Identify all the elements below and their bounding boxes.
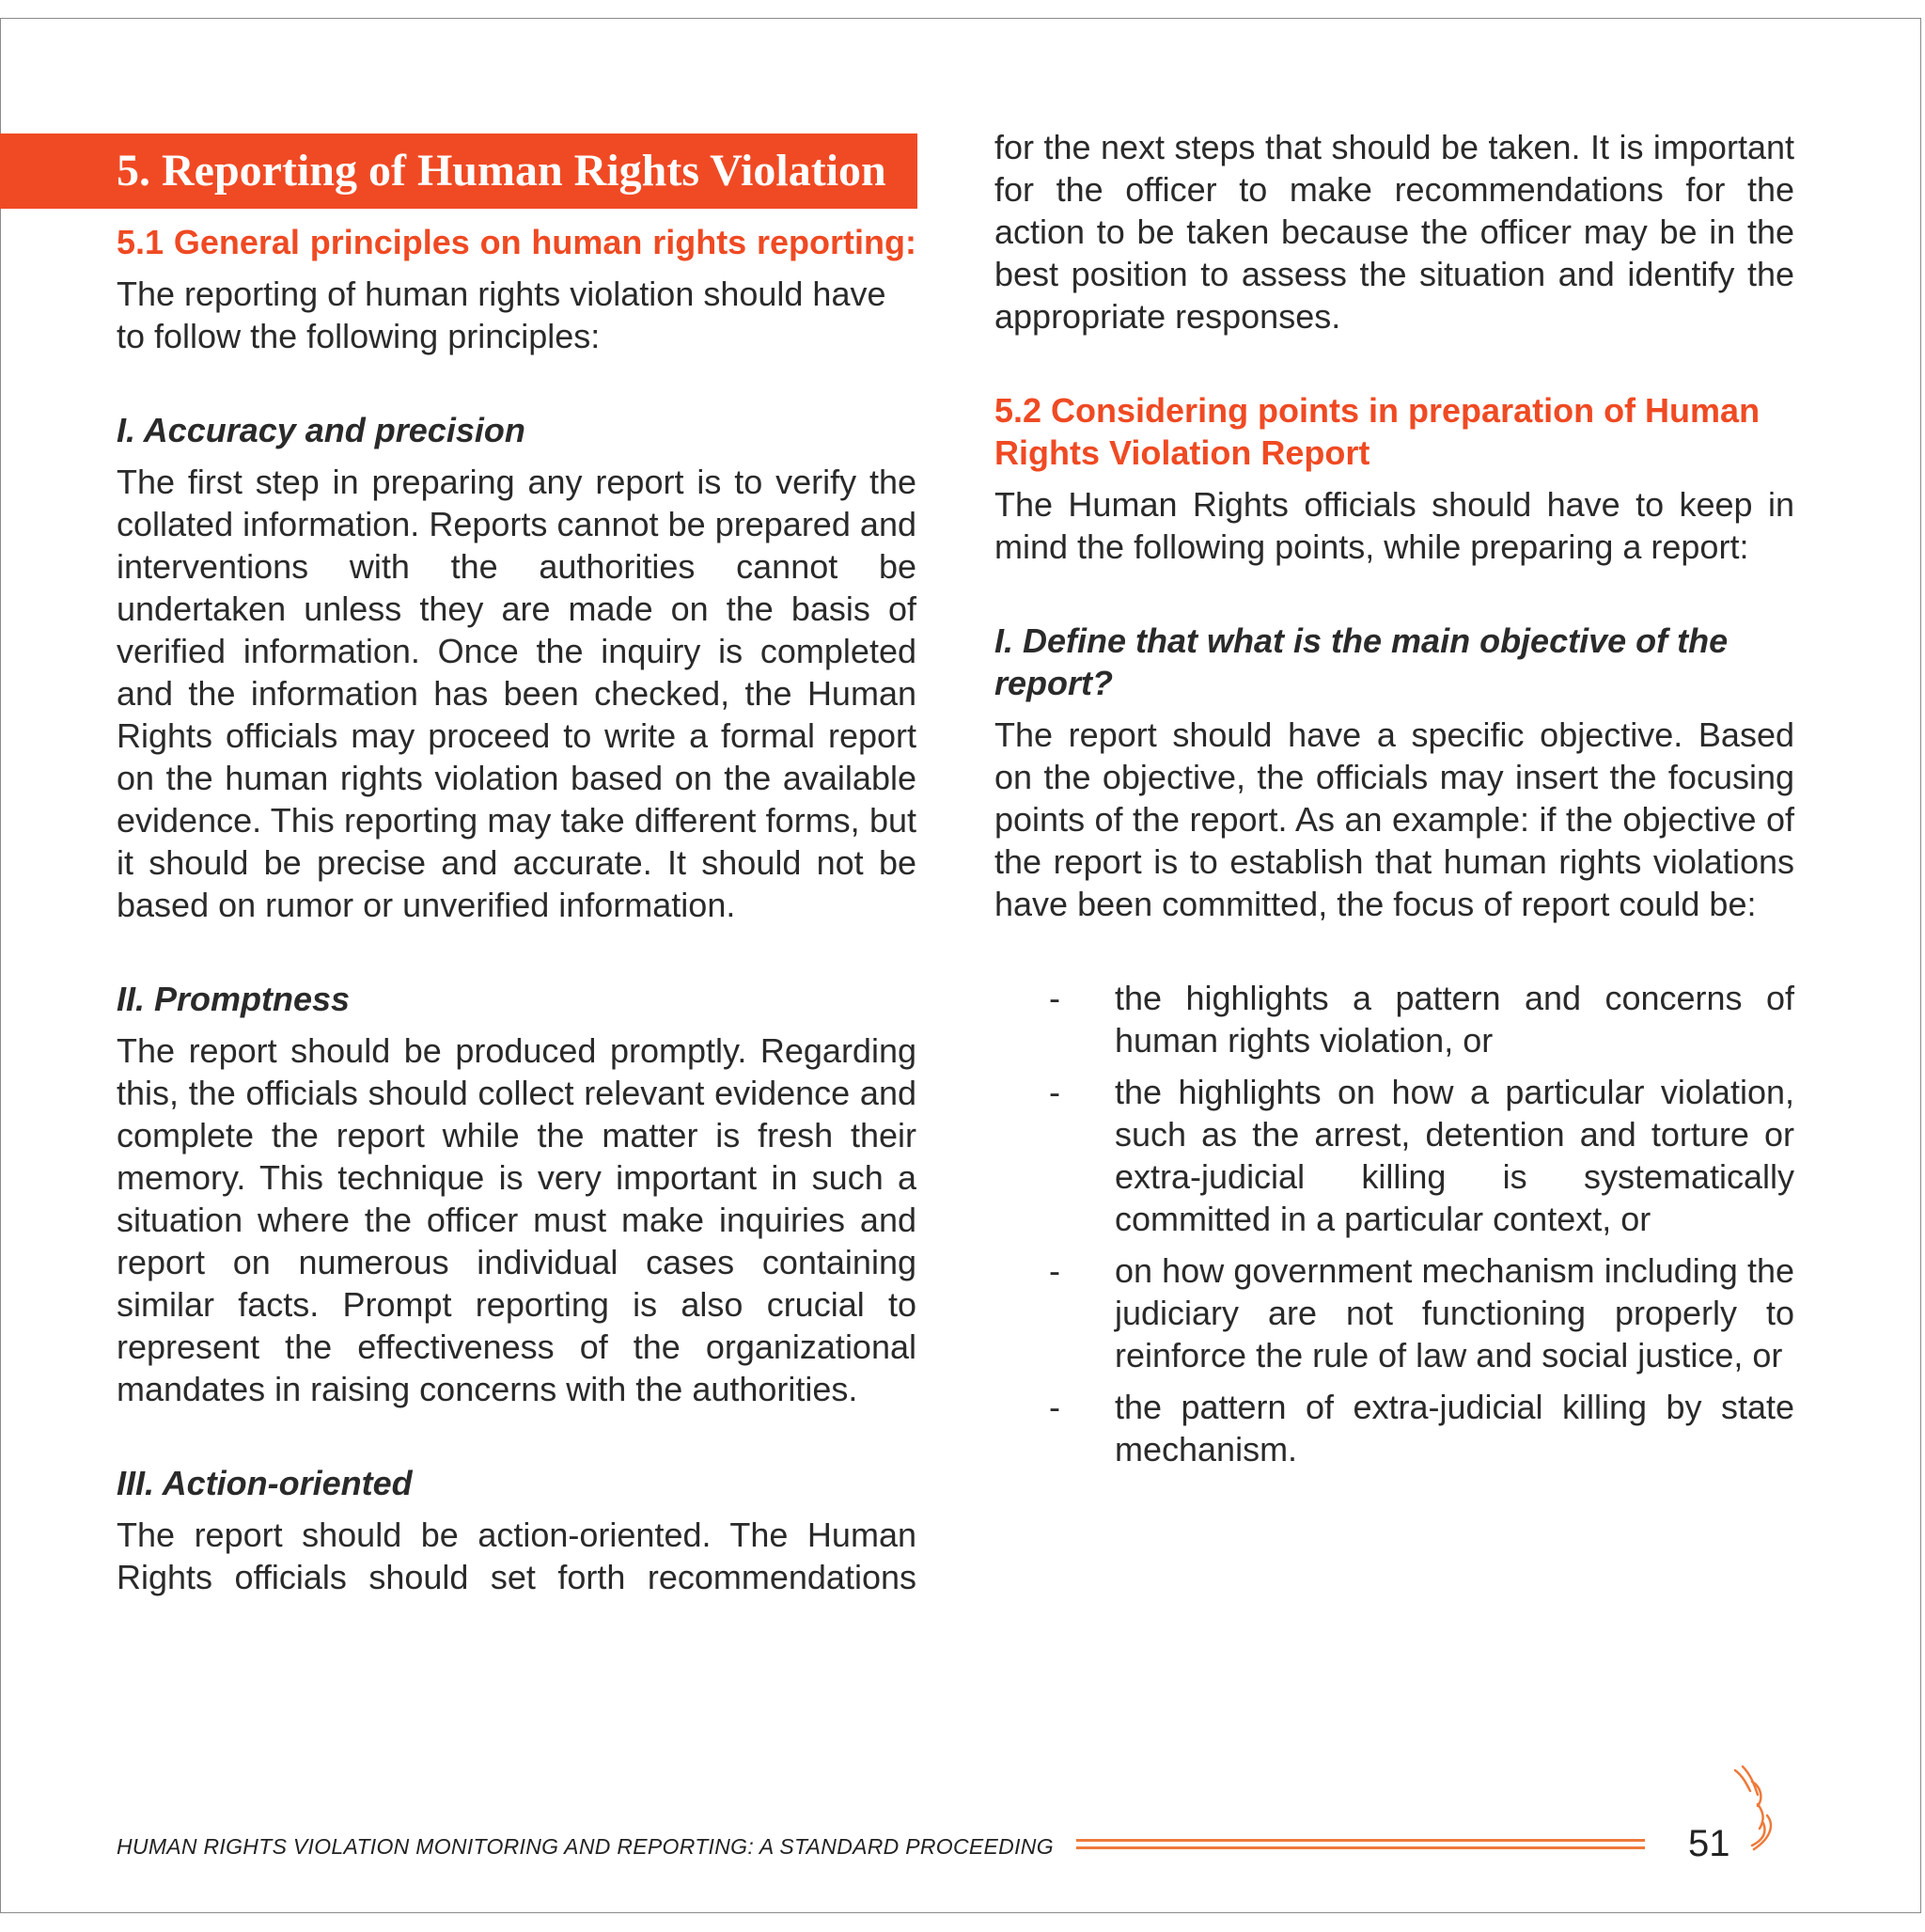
bullet-marker: - [1049,1388,1060,1426]
bullet-marker: - [1049,979,1060,1017]
bullet-marker: - [1049,1251,1060,1290]
principle-3-heading: III. Action-oriented [117,1464,413,1502]
principle-2-text: The report should be produced promptly. Regarding this, the officials should collect relevant evidence and complete the report while the matter is fresh their memory. This technique is very important in such a situation where the officer must make inquiries and report on numerous individual cases containing similar facts. Prompt reporting is also crucial to represent the effectiveness of the organizational mandates in raising concerns with the authorities. [117,1031,916,1408]
publisher-logo-icon [1729,1763,1786,1857]
section-5-1-heading: 5.1 General principles on human rights reporting: [117,223,916,261]
right-column [994,126,1794,1480]
section-5-2-heading: 5.2 Considering points in preparation of Human Rights Violation Report [994,391,1761,472]
list-item: - the highlights on how a particular violation, such as the arrest, detention and torture or extra-judicial killing is systematically committed in a particular context, or [1049,1073,1794,1238]
principle-3-text: The report should be action-oriented. The Human Rights officials should set forth recommendations [117,1516,916,1596]
section-5-1-intro: The reporting of human rights violation should have to follow the following principles: [117,275,886,355]
objective-heading: I. Define that what is the main objective of the report? [994,621,1729,702]
bullet-marker: - [1049,1073,1060,1111]
footer-title: HUMAN RIGHTS VIOLATION MONITORING AND REPORTING: A STANDARD PROCEEDING [117,1834,1054,1859]
chapter-title: 5. Reporting of Human Rights Violation [117,146,886,196]
principle-2-heading: II. Promptness [117,980,351,1018]
section-5-2-intro: The Human Rights officials should have to keep in mind the following points, while preparing a report: [994,485,1794,566]
objective-text: The report should have a specific objective. Based on the objective, the officials may insert the focusing points of the report. As an example: if the objective of the report is to establish that human rights violations have been committed, the focus of report could be: [994,715,1794,923]
chapter-title-bar [0,134,917,209]
list-item: - the highlights a pattern and concerns of human rights violation, or [1049,979,1794,1060]
left-column [117,221,916,1598]
principle-1-text: The first step in preparing any report is to verify the collated information. Reports cannot be prepared and interventions with the authorities cannot be undertaken unless they are made on the basis of verified information. Once the inquiry is completed and the information has been checked, the Human Rights officials may proceed to write a formal report on the human rights violation based on the available evidence. This reporting may take different forms, but it should be precise and accurate. It should not be based on rumor or unverified information. [117,463,916,924]
principle-1-heading: I. Accuracy and precision [117,411,525,449]
page-number: 51 [1688,1823,1730,1864]
list-item: - on how government mechanism including the judiciary are not functioning properly to reinforce the rule of law and social justice, or [1049,1251,1794,1374]
list-item: - the pattern of extra-judicial killing by state mechanism. [1049,1388,1794,1469]
principle-3-text-continued: for the next steps that should be taken. It is important for the officer to make recommendations for the action to be taken because the officer may be in the best position to assess the situation and identify the appropriate responses. [994,128,1794,336]
footer-rule [1076,1839,1645,1854]
focus-list [994,977,1794,1470]
